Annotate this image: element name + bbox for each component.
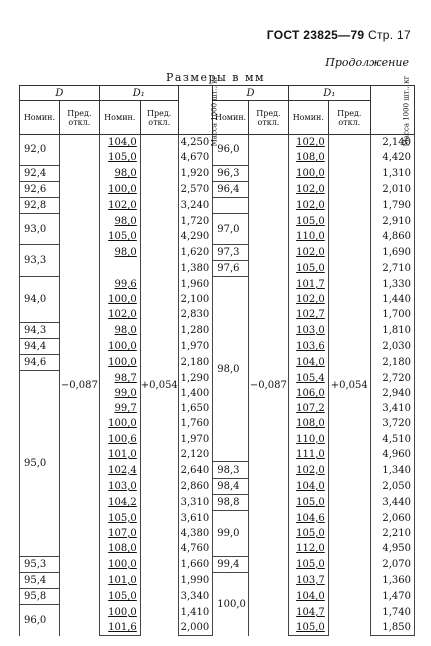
cell-mass: 4,250 [178,135,213,151]
cell-mass: 1,760 [178,416,213,431]
cell-d1-nominal: 102,0 [288,292,328,307]
cell-d-nominal: 96,0 [20,605,60,636]
cell-mass: 3,610 [178,511,213,526]
cell-d-nominal: 94,6 [20,355,60,371]
cell-d1-nominal: 103,7 [288,572,328,588]
cell-mass: 3,410 [370,401,414,416]
cell-mass: 2,180 [178,355,213,371]
cell-mass: 4,860 [370,229,414,244]
cell-d1-nominal: 105,0 [288,620,328,636]
cell-d1-nominal: 108,0 [288,416,328,431]
cell-d1-nominal: 103,0 [288,322,328,338]
cell-d-nominal: 95,3 [20,556,60,572]
cell-d-nominal: 97,3 [213,244,249,260]
cell-d-nominal: 96,4 [213,182,249,198]
cell-d1-nominal: 99,7 [99,401,140,416]
cell-mass: 1,990 [178,572,213,588]
cell-mass: 1,810 [370,322,414,338]
cell-d1-nominal: 104,0 [288,478,328,494]
cell-d1-nominal: 110,0 [288,229,328,244]
cell-mass: 1,280 [178,322,213,338]
cell-mass: 1,740 [370,605,414,620]
cell-d1-nominal: 101,7 [288,277,328,292]
cell-d1-nominal: 104,0 [288,355,328,371]
cell-mass: 2,210 [370,526,414,541]
cell-d1-nominal: 102,0 [288,462,328,478]
cell-mass: 1,380 [178,261,213,277]
cell-mass: 2,140 [370,135,414,151]
page-header [267,28,411,42]
cell-mass: 2,120 [178,447,213,462]
cell-d-nominal: 93,0 [20,214,60,244]
cell-mass: 2,830 [178,307,213,322]
cell-mass: 2,100 [178,292,213,307]
cell-mass: 1,330 [370,277,414,292]
cell-mass: 4,760 [178,541,213,556]
cell-mass: 2,030 [370,338,414,354]
cell-d1-nominal: 101,0 [99,447,140,462]
cell-d1-nominal: 100,0 [99,292,140,307]
page-number: Стр. 17 [368,28,411,42]
cell-mass: 2,640 [178,462,213,478]
cell-d1-nominal: 98,0 [99,322,140,338]
cell-mass: 1,310 [370,165,414,181]
col-d1-nominal-right: Номин. [288,101,328,135]
cell-d1-nominal: 102,0 [288,135,328,151]
col-group-d1-right: D₁ [288,86,370,101]
cell-mass: 3,340 [178,588,213,604]
cell-mass: 2,050 [370,478,414,494]
cell-d1-nominal: 111,0 [288,447,328,462]
cell-d-nominal: 92,6 [20,182,60,198]
col-group-d-right: D [213,86,289,101]
cell-mass: 4,510 [370,432,414,447]
cell-d1-nominal: 107,2 [288,401,328,416]
cell-mass: 2,010 [370,182,414,198]
cell-d-nominal: 97,6 [213,261,249,277]
cell-d-nominal: 98,0 [213,277,249,462]
cell-mass: 2,860 [178,478,213,494]
cell-d1-nominal: 104,0 [99,135,140,151]
cell-mass: 2,710 [370,261,414,277]
standard-number: ГОСТ 23825—79 [266,28,365,42]
cell-d-nominal: 98,4 [213,478,249,494]
cell-mass: 2,940 [370,386,414,401]
cell-d-nominal: 95,8 [20,588,60,604]
cell-d1-nominal: 105,0 [288,214,328,229]
cell-d-tolerance: −0,087 [248,135,288,636]
cell-d1-nominal [99,261,140,277]
cell-mass: 1,790 [370,198,414,214]
cell-mass: 1,690 [370,244,414,260]
cell-mass: 2,070 [370,556,414,572]
cell-d1-nominal: 100,0 [99,182,140,198]
cell-d-tolerance: −0,087 [59,135,99,636]
cell-mass: 2,180 [370,355,414,371]
cell-d-nominal: 97,0 [213,214,249,244]
cell-mass: 4,960 [370,447,414,462]
cell-d-nominal: 93,3 [20,244,60,276]
cell-mass: 1,470 [370,588,414,604]
cell-d1-nominal: 105,0 [288,556,328,572]
cell-d1-nominal: 108,0 [99,541,140,556]
cell-d-nominal: 96,0 [213,135,249,166]
cell-d1-nominal: 112,0 [288,541,328,556]
cell-d1-nominal: 103,6 [288,338,328,354]
cell-d1-nominal: 102,0 [99,307,140,322]
cell-d1-nominal: 102,4 [99,462,140,478]
cell-d1-nominal: 102,0 [99,198,140,214]
cell-mass: 3,240 [178,198,213,214]
cell-d1-nominal: 98,0 [99,244,140,260]
cell-mass: 4,670 [178,150,213,165]
cell-mass: 1,960 [178,277,213,292]
cell-d1-nominal: 100,0 [99,605,140,620]
cell-d-nominal: 95,0 [20,371,60,556]
cell-d1-nominal: 105,0 [99,588,140,604]
cell-d1-tolerance: +0,054 [140,135,178,636]
cell-mass: 2,570 [178,182,213,198]
cell-d-nominal: 94,4 [20,338,60,354]
cell-mass: 1,850 [370,620,414,636]
cell-mass: 4,950 [370,541,414,556]
col-d-tolerance-left: Пред. откл. [59,101,99,135]
cell-mass: 4,290 [178,229,213,244]
cell-mass: 1,920 [178,165,213,181]
cell-mass: 2,060 [370,511,414,526]
cell-d1-nominal: 99,0 [99,386,140,401]
cell-d1-nominal: 101,0 [99,572,140,588]
cell-d-nominal: 98,8 [213,494,249,510]
col-group-d1-left: D₁ [99,86,178,101]
cell-d1-nominal: 105,4 [288,371,328,386]
cell-d1-nominal: 104,2 [99,494,140,510]
cell-d1-nominal: 106,0 [288,386,328,401]
cell-d-nominal: 99,0 [213,511,249,557]
cell-d1-nominal: 105,0 [99,150,140,165]
cell-d-nominal: 92,0 [20,135,60,166]
continuation-label: Продолжение [325,56,409,69]
cell-d-nominal: 94,3 [20,322,60,338]
cell-mass: 1,290 [178,371,213,386]
col-d-nominal-left: Номин. [20,101,60,135]
cell-d1-nominal: 103,0 [99,478,140,494]
cell-mass: 4,380 [178,526,213,541]
cell-mass: 1,620 [178,244,213,260]
col-mass-left: Масса 1000 шт., кг [178,86,213,135]
cell-d1-nominal: 104,6 [288,511,328,526]
table-body [20,135,415,636]
cell-mass: 1,970 [178,432,213,447]
cell-mass: 1,700 [370,307,414,322]
cell-d1-nominal: 104,0 [288,588,328,604]
table-caption: Размеры в мм [165,71,266,84]
cell-d1-nominal: 105,0 [99,511,140,526]
cell-mass: 2,720 [370,371,414,386]
cell-mass: 1,360 [370,572,414,588]
cell-d-nominal: 92,8 [20,198,60,214]
cell-mass: 1,660 [178,556,213,572]
cell-d-nominal: 99,4 [213,556,249,572]
cell-d1-nominal: 102,0 [288,198,328,214]
cell-mass: 2,000 [178,620,213,636]
cell-mass: 1,340 [370,462,414,478]
cell-mass: 4,420 [370,150,414,165]
cell-d-nominal: 92,4 [20,165,60,181]
cell-mass: 1,410 [178,605,213,620]
col-mass-right: Масса 1000 шт., кг [370,86,414,135]
cell-d1-nominal: 107,0 [99,526,140,541]
cell-d1-nominal: 101,6 [99,620,140,636]
cell-d1-nominal: 98,0 [99,165,140,181]
cell-d1-nominal: 105,0 [288,526,328,541]
cell-d1-nominal: 104,7 [288,605,328,620]
cell-d1-nominal: 98,0 [99,214,140,229]
cell-d-nominal: 96,3 [213,165,249,181]
cell-mass: 2,910 [370,214,414,229]
cell-mass: 3,310 [178,494,213,510]
cell-d1-nominal: 100,0 [99,355,140,371]
cell-d1-nominal: 100,6 [99,432,140,447]
cell-d1-nominal: 102,0 [288,244,328,260]
cell-mass: 1,440 [370,292,414,307]
cell-d1-tolerance: +0,054 [328,135,370,636]
cell-mass: 1,970 [178,338,213,354]
cell-d1-nominal: 110,0 [288,432,328,447]
cell-d1-nominal: 98,7 [99,371,140,386]
cell-d1-nominal: 105,0 [288,261,328,277]
col-d1-tolerance-left: Пред. откл. [140,101,178,135]
col-d-nominal-right: Номин. [213,101,249,135]
col-group-d-left: D [20,86,100,101]
col-d-tolerance-right: Пред. откл. [248,101,288,135]
cell-d1-nominal: 100,0 [99,416,140,431]
cell-d-nominal: 100,0 [213,572,249,635]
cell-d1-nominal: 100,0 [288,165,328,181]
cell-d1-nominal: 102,0 [288,182,328,198]
cell-d-nominal: 94,0 [20,277,60,323]
cell-d1-nominal: 100,0 [99,338,140,354]
cell-mass: 3,720 [370,416,414,431]
cell-d-nominal [213,198,249,214]
cell-d1-nominal: 105,0 [288,494,328,510]
cell-mass: 1,400 [178,386,213,401]
cell-d1-nominal: 99,6 [99,277,140,292]
cell-d1-nominal: 108,0 [288,150,328,165]
cell-d1-nominal: 105,0 [99,229,140,244]
col-d1-tolerance-right: Пред. откл. [328,101,370,135]
cell-d-nominal: 98,3 [213,462,249,478]
cell-d-nominal: 95,4 [20,572,60,588]
cell-mass: 3,440 [370,494,414,510]
cell-mass: 1,720 [178,214,213,229]
col-d1-nominal-left: Номин. [99,101,140,135]
cell-d1-nominal: 100,0 [99,556,140,572]
cell-d1-nominal: 102,7 [288,307,328,322]
cell-mass: 1,650 [178,401,213,416]
